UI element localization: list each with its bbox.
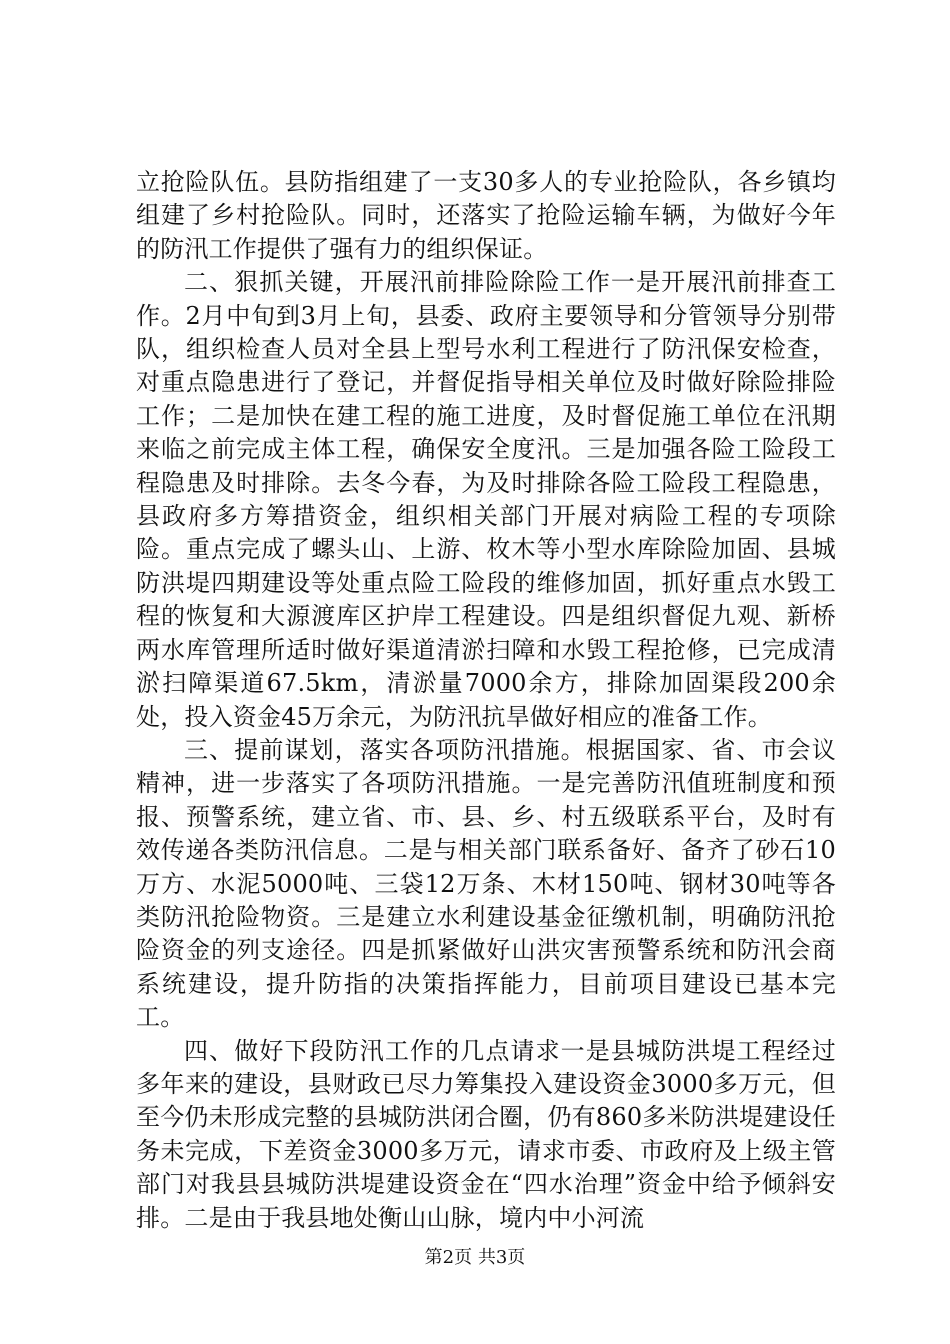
paragraph-section-two: 二、狠抓关键，开展汛前排险除险工作一是开展汛前排查工作。2月中旬到3月上旬，县委、政府主要领导和分管领导分别带队，组织检查人员对全县上型号水利工程进行了防汛保安检查，对重点隐患进行了登记，并督促指导相关单位及时做好除险排险工作；二是加快在建工程的施工进度，及时督促施工单位在汛期来临之前完成主体工程，确保安全度汛。三是加强各险工险段工程隐患及时排除。去冬今春，为及时排除各险工险段工程隐患，县政府多方筹措资金，组织相关部门开展对病险工程的专项除险。重点完成了螺头山、上游、枚木等小型水库除险加固、县城防洪堤四期建设等处重点险工险段的维修加固，抓好重点水毁工程的恢复和大源渡库区护岸工程建设。四是组织督促九观、新桥两水库管理所适时做好渠道清淤扫障和水毁工程抢修，已完成清淤扫障渠道67.5km，清淤量7000余方，排除加固渠段200余处，投入资金45万余元，为防汛抗旱做好相应的准备工作。 bbox=[136, 268, 836, 731]
paragraph-section-four: 四、做好下段防汛工作的几点请求一是县城防洪堤工程经过多年来的建设，县财政已尽力筹集投入建设资金3000多万元，但至今仍未形成完整的县城防洪闭合圈，仍有860多米防洪堤建设任务未完成，下差资金3000多万元，请求市委、市政府及上级主管部门对我县县城防洪堤建设资金在“四水治理”资金中给予倾斜安排。二是由于我县地处衡山山脉，境内中小河流 bbox=[136, 1036, 836, 1232]
paragraph-continuation: 立抢险队伍。县防指组建了一支30多人的专业抢险队，各乡镇均组建了乡村抢险队。同时，还落实了抢险运输车辆，为做好今年的防汛工作提供了强有力的组织保证。 bbox=[136, 168, 836, 263]
paragraph-section-three: 三、提前谋划，落实各项防汛措施。根据国家、省、市会议精神，进一步落实了各项防汛措施。一是完善防汛值班制度和预报、预警系统，建立省、市、县、乡、村五级联系平台，及时有效传递各类防汛信息。二是与相关部门联系备好、备齐了砂石10万方、水泥5000吨、三袋12万条、木材150吨、钢材30吨等各类防汛抢险物资。三是建立水利建设基金征缴机制，明确防汛抢险资金的列支途径。四是抓紧做好山洪灾害预警系统和防汛会商系统建设，提升防指的决策指挥能力，目前项目建设已基本完工。 bbox=[136, 735, 836, 1032]
document-body bbox=[136, 166, 836, 1235]
page-footer: 第2页 共3页 bbox=[424, 1247, 526, 1268]
